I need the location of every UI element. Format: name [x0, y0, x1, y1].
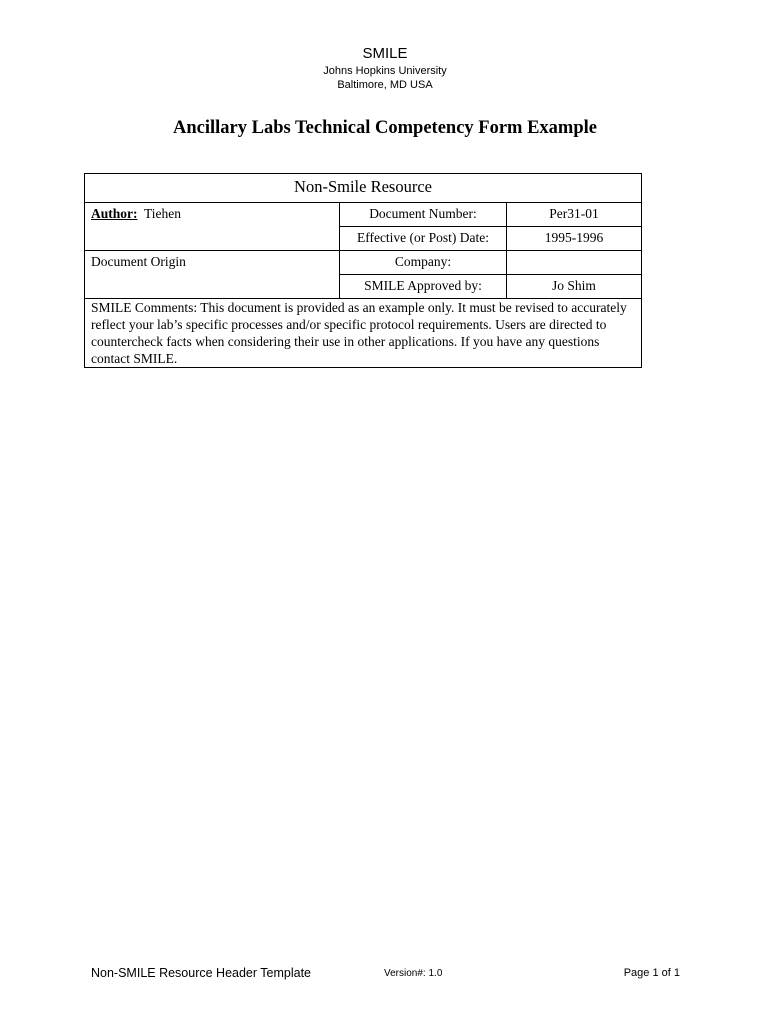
table-row	[85, 203, 642, 227]
table-heading-row	[85, 174, 642, 203]
effective-date-value: 1995-1996	[507, 227, 642, 251]
table-row	[85, 251, 642, 275]
document-origin-label: Document Origin	[85, 251, 340, 299]
org-name: SMILE	[362, 45, 408, 62]
author-label: Author:	[91, 206, 138, 221]
organization-header	[0, 44, 770, 92]
footer-version: Version#: 1.0	[384, 968, 443, 979]
smile-comments: SMILE Comments: This document is provided as an example only. It must be revised to accurately reflect your lab’s specific processes and/or specific protocol requirements. Users are directed to countercheck facts when considering their use in other applications. If you have any questions contact SMILE.	[85, 299, 642, 368]
footer-template-name: Non-SMILE Resource Header Template	[91, 966, 312, 980]
company-label: Company:	[340, 251, 507, 275]
approved-by-value: Jo Shim	[507, 275, 642, 299]
approved-by-label: SMILE Approved by:	[340, 275, 507, 299]
resource-info-table	[84, 173, 642, 368]
table-row	[85, 299, 642, 368]
document-title: Ancillary Labs Technical Competency Form Example	[173, 118, 597, 138]
org-location: Baltimore, MD USA	[337, 79, 433, 91]
document-number-label: Document Number:	[340, 203, 507, 227]
author-value: Tiehen	[144, 206, 182, 221]
resource-heading: Non-Smile Resource	[85, 174, 642, 203]
effective-date-label: Effective (or Post) Date:	[340, 227, 507, 251]
org-university: Johns Hopkins University	[323, 65, 447, 77]
company-value	[507, 251, 642, 275]
author-cell	[85, 203, 340, 251]
footer-page-number: Page 1 of 1	[623, 967, 680, 979]
document-number-value: Per31-01	[507, 203, 642, 227]
